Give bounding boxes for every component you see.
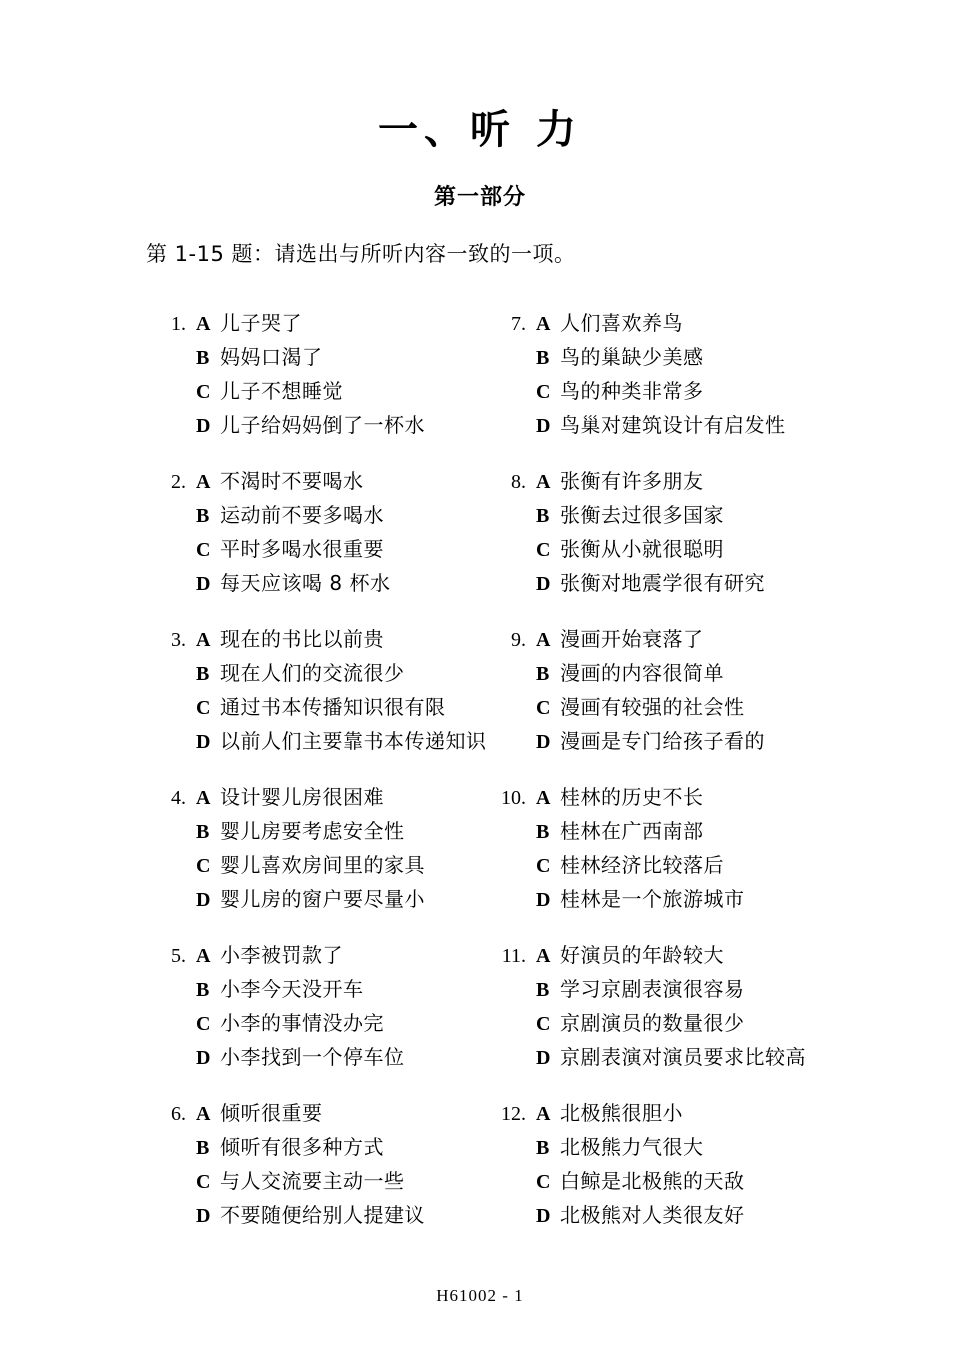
option-letter: A: [536, 629, 551, 651]
option-row[interactable]: [486, 532, 826, 566]
option-text: 倾听有很多种方式: [220, 1135, 384, 1159]
option-row[interactable]: [146, 1130, 486, 1164]
option-text: 张衡从小就很聪明: [560, 537, 724, 561]
option-row[interactable]: [486, 498, 826, 532]
question-number: 6.: [171, 1103, 186, 1125]
option-text: 人们喜欢养鸟: [560, 311, 683, 335]
option-text: 儿子给妈妈倒了一杯水: [220, 413, 425, 437]
option-text: 鸟的种类非常多: [560, 379, 704, 403]
option-letter: B: [536, 821, 550, 843]
option-letter: D: [196, 889, 211, 911]
option-letter: B: [196, 821, 210, 843]
option-row[interactable]: [146, 1198, 486, 1232]
option-row[interactable]: [486, 848, 826, 882]
option-row[interactable]: [486, 622, 826, 656]
option-row[interactable]: [486, 566, 826, 600]
question-number: 12.: [501, 1103, 526, 1125]
option-letter: C: [196, 1013, 211, 1035]
question-block: [146, 1096, 486, 1232]
option-row[interactable]: [486, 656, 826, 690]
option-text: 运动前不要多喝水: [220, 503, 384, 527]
option-letter: A: [536, 1103, 551, 1125]
option-letter: C: [536, 1171, 551, 1193]
option-letter: C: [536, 855, 551, 877]
option-text: 漫画的内容很简单: [560, 661, 724, 685]
question-block: [486, 622, 826, 758]
option-row[interactable]: [486, 938, 826, 972]
option-row[interactable]: [486, 1130, 826, 1164]
option-text: 漫画开始衰落了: [560, 627, 704, 651]
option-letter: B: [536, 979, 550, 1001]
option-letter: C: [196, 1171, 211, 1193]
page-title: 一、听 力: [378, 107, 582, 153]
option-letter: D: [536, 415, 551, 437]
option-text: 好演员的年龄较大: [560, 943, 724, 967]
question-number: 8.: [511, 471, 526, 493]
option-letter: C: [196, 381, 211, 403]
option-row[interactable]: [486, 972, 826, 1006]
option-row[interactable]: [146, 780, 486, 814]
option-row[interactable]: [146, 1164, 486, 1198]
option-text: 白鲸是北极熊的天敌: [560, 1169, 745, 1193]
question-block: [486, 938, 826, 1074]
option-text: 不要随便给别人提建议: [220, 1203, 425, 1227]
option-letter: D: [536, 1205, 551, 1227]
question-column-right: [486, 306, 826, 1254]
question-block: [486, 464, 826, 600]
question-number: 3.: [171, 629, 186, 651]
option-text: 北极熊力气很大: [560, 1135, 704, 1159]
option-letter: C: [196, 697, 211, 719]
option-text: 京剧演员的数量很少: [560, 1011, 745, 1035]
option-text: 漫画是专门给孩子看的: [560, 729, 765, 753]
option-row[interactable]: [146, 306, 486, 340]
option-text: 倾听很重要: [220, 1101, 323, 1125]
option-text: 与人交流要主动一些: [220, 1169, 405, 1193]
option-letter: D: [536, 889, 551, 911]
option-letter: C: [536, 381, 551, 403]
option-letter: A: [196, 1103, 211, 1125]
option-row[interactable]: [486, 690, 826, 724]
option-row[interactable]: [146, 848, 486, 882]
option-text: 婴儿房的窗户要尽量小: [220, 887, 425, 911]
option-letter: D: [196, 731, 211, 753]
option-text: 儿子不想睡觉: [220, 379, 343, 403]
option-text: 桂林在广西南部: [560, 819, 704, 843]
option-text: 现在人们的交流很少: [220, 661, 405, 685]
option-text: 现在的书比以前贵: [220, 627, 384, 651]
option-letter: A: [196, 787, 211, 809]
option-text: 小李的事情没办完: [220, 1011, 384, 1035]
option-letter: D: [536, 573, 551, 595]
option-text: 小李今天没开车: [220, 977, 364, 1001]
option-text: 平时多喝水很重要: [220, 537, 384, 561]
option-letter: D: [196, 573, 211, 595]
question-block: [486, 306, 826, 442]
option-row[interactable]: [146, 566, 486, 600]
option-row[interactable]: [146, 724, 486, 758]
option-letter: B: [536, 1137, 550, 1159]
option-letter: B: [196, 1137, 210, 1159]
option-row[interactable]: [146, 882, 486, 916]
question-number: 5.: [171, 945, 186, 967]
option-row[interactable]: [486, 1164, 826, 1198]
option-row[interactable]: [486, 724, 826, 758]
option-text: 北极熊很胆小: [560, 1101, 683, 1125]
option-letter: C: [536, 1013, 551, 1035]
option-text: 设计婴儿房很困难: [220, 785, 384, 809]
option-letter: B: [196, 347, 210, 369]
option-text: 桂林经济比较落后: [560, 853, 724, 877]
option-row[interactable]: [146, 690, 486, 724]
option-row[interactable]: [146, 498, 486, 532]
page-footer: H61002 - 1: [436, 1286, 524, 1305]
option-row[interactable]: [486, 814, 826, 848]
option-text: 不渴时不要喝水: [220, 469, 364, 493]
option-text: 每天应该喝 8 杯水: [220, 571, 391, 595]
option-text: 小李被罚款了: [220, 943, 343, 967]
option-text: 鸟的巢缺少美感: [560, 345, 704, 369]
option-row[interactable]: [486, 1198, 826, 1232]
option-row[interactable]: [146, 814, 486, 848]
option-letter: A: [196, 313, 211, 335]
question-block: [146, 780, 486, 916]
option-row[interactable]: [146, 1006, 486, 1040]
option-text: 张衡有许多朋友: [560, 469, 704, 493]
option-letter: C: [536, 697, 551, 719]
option-letter: B: [196, 663, 210, 685]
option-letter: A: [196, 471, 211, 493]
option-row[interactable]: [146, 374, 486, 408]
option-row[interactable]: [486, 780, 826, 814]
option-row[interactable]: [146, 972, 486, 1006]
option-row[interactable]: [486, 306, 826, 340]
option-letter: A: [536, 945, 551, 967]
option-text: 通过书本传播知识很有限: [220, 695, 446, 719]
option-letter: B: [536, 505, 550, 527]
option-text: 儿子哭了: [220, 311, 302, 335]
option-text: 北极熊对人类很友好: [560, 1203, 745, 1227]
option-letter: A: [536, 313, 551, 335]
option-text: 漫画有较强的社会性: [560, 695, 745, 719]
option-letter: C: [196, 855, 211, 877]
question-number: 2.: [171, 471, 186, 493]
option-text: 学习京剧表演很容易: [560, 977, 745, 1001]
option-letter: A: [196, 945, 211, 967]
option-letter: B: [196, 505, 210, 527]
option-letter: D: [536, 731, 551, 753]
option-row[interactable]: [486, 340, 826, 374]
option-text: 以前人们主要靠书本传递知识: [220, 729, 487, 753]
section-title: 第一部分: [433, 185, 526, 210]
option-row[interactable]: [146, 408, 486, 442]
option-letter: C: [536, 539, 551, 561]
option-letter: C: [196, 539, 211, 561]
option-row[interactable]: [486, 1006, 826, 1040]
option-row[interactable]: [146, 656, 486, 690]
option-letter: A: [196, 629, 211, 651]
option-row[interactable]: [486, 374, 826, 408]
option-letter: B: [536, 347, 550, 369]
question-number: 7.: [511, 313, 526, 335]
option-row[interactable]: [486, 1040, 826, 1074]
option-row[interactable]: [146, 938, 486, 972]
option-text: 小李找到一个停车位: [220, 1045, 405, 1069]
question-block: [146, 464, 486, 600]
question-number: 11.: [501, 945, 526, 967]
question-block: [486, 1096, 826, 1232]
option-row[interactable]: [146, 532, 486, 566]
option-row[interactable]: [146, 1096, 486, 1130]
option-row[interactable]: [146, 1040, 486, 1074]
option-letter: D: [196, 1047, 211, 1069]
question-number: 4.: [171, 787, 186, 809]
option-text: 桂林是一个旅游城市: [560, 887, 745, 911]
option-row[interactable]: [146, 622, 486, 656]
option-text: 妈妈口渴了: [220, 345, 323, 369]
option-letter: A: [536, 471, 551, 493]
option-text: 婴儿房要考虑安全性: [220, 819, 405, 843]
option-letter: D: [536, 1047, 551, 1069]
option-letter: D: [196, 415, 211, 437]
option-row[interactable]: [486, 1096, 826, 1130]
option-row[interactable]: [486, 464, 826, 498]
option-text: 京剧表演对演员要求比较高: [560, 1045, 806, 1069]
questions-container: [0, 306, 960, 1254]
instruction-text: 第 1-15 题：请选出与所听内容一致的一项。: [146, 242, 576, 267]
option-text: 婴儿喜欢房间里的家具: [220, 853, 425, 877]
question-block: [486, 780, 826, 916]
question-number: 10.: [501, 787, 526, 809]
option-letter: B: [536, 663, 550, 685]
option-row[interactable]: [486, 408, 826, 442]
option-text: 张衡对地震学很有研究: [560, 571, 765, 595]
option-letter: A: [536, 787, 551, 809]
option-row[interactable]: [146, 464, 486, 498]
option-text: 张衡去过很多国家: [560, 503, 724, 527]
option-letter: B: [196, 979, 210, 1001]
question-column-left: [146, 306, 486, 1254]
option-row[interactable]: [486, 882, 826, 916]
option-text: 鸟巢对建筑设计有启发性: [560, 413, 786, 437]
question-block: [146, 622, 486, 758]
option-row[interactable]: [146, 340, 486, 374]
question-number: 1.: [171, 313, 186, 335]
question-block: [146, 306, 486, 442]
option-letter: D: [196, 1205, 211, 1227]
question-block: [146, 938, 486, 1074]
question-number: 9.: [511, 629, 526, 651]
option-text: 桂林的历史不长: [560, 785, 704, 809]
